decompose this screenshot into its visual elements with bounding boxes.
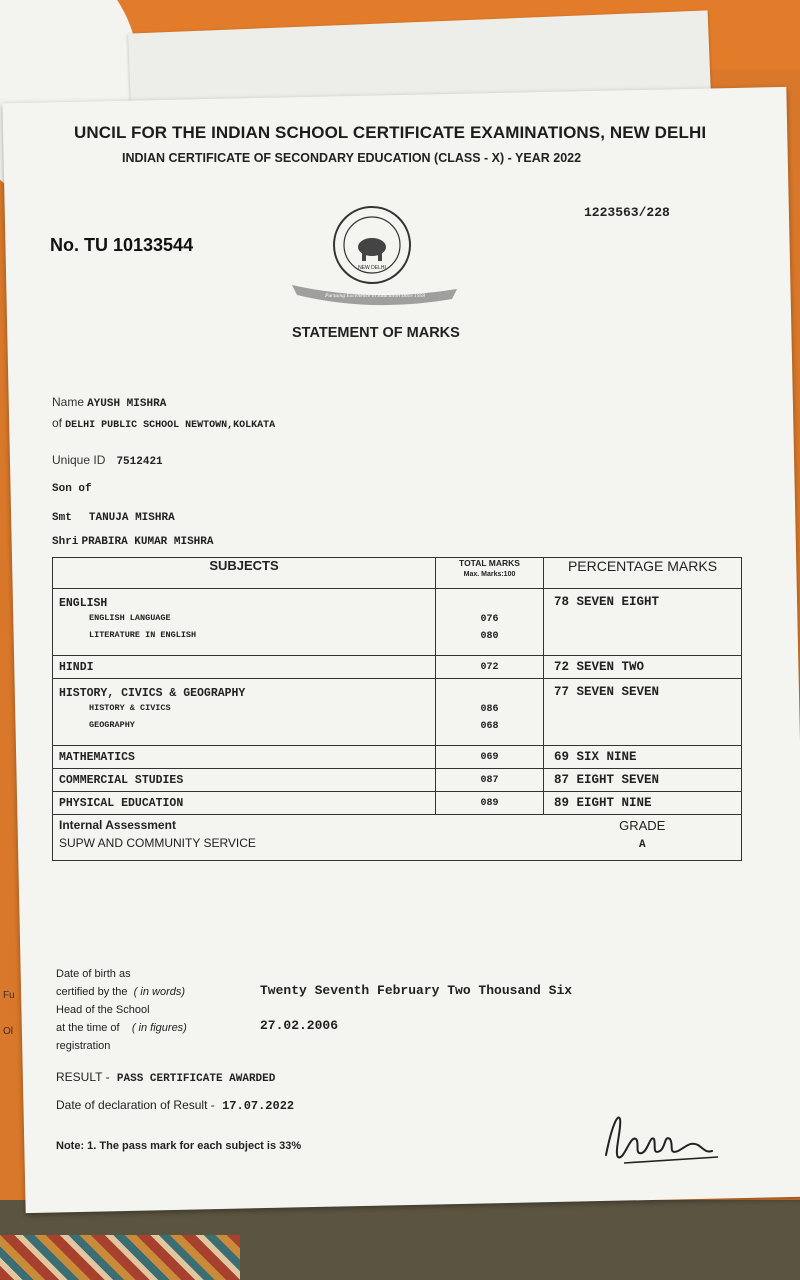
subject-name: ENGLISH — [59, 597, 108, 610]
fabric-pattern — [0, 1235, 240, 1280]
percentage-value: 78 SEVEN EIGHT — [544, 589, 742, 656]
in-figures-label: ( in figures) — [131, 1022, 187, 1034]
student-name: AYUSH MISHRA — [87, 398, 167, 410]
subject-mark: 069 — [436, 746, 544, 769]
name-label: Name — [52, 395, 85, 409]
table-row — [53, 679, 742, 746]
dob-label-1: Date of birth as — [56, 968, 131, 980]
relation-label: Son of — [52, 483, 92, 495]
subjects-header: SUBJECTS — [53, 558, 436, 589]
grade-label: GRADE — [619, 818, 666, 833]
emblem-ribbon: Pursuing Excellence in Education since 1958 — [324, 293, 426, 299]
result-row — [56, 1070, 275, 1085]
signature — [594, 1105, 734, 1175]
table-row — [53, 792, 742, 815]
percentage-value: 87 EIGHT SEVEN — [544, 769, 742, 792]
dob-label-5: registration — [56, 1040, 111, 1052]
marks-statement-sheet — [2, 87, 800, 1213]
subject-mark: 080 — [480, 631, 499, 642]
edge-text-b: Ol — [3, 1026, 13, 1037]
table-row — [53, 589, 742, 656]
uid-row — [52, 453, 163, 468]
school-label: of — [52, 416, 63, 430]
in-words-label: ( in words) — [133, 986, 186, 998]
uid-label: Unique ID — [52, 453, 106, 467]
unique-id: 7512421 — [116, 456, 163, 468]
internal-assessment-row — [52, 815, 741, 861]
statement-title: STATEMENT OF MARKS — [292, 325, 460, 341]
exam-title: INDIAN CERTIFICATE OF SECONDARY EDUCATION (CLASS - X) - YEAR 2022 — [122, 151, 582, 165]
pass-mark-note: Note: 1. The pass mark for each subject is 33% — [56, 1140, 302, 1152]
percentage-value: 77 SEVEN SEVEN — [544, 679, 742, 746]
subject-mark: 072 — [436, 656, 544, 679]
table-header — [53, 558, 742, 589]
marks-table — [52, 557, 742, 861]
mother-name: TANUJA MISHRA — [88, 512, 175, 524]
subject-mark: 076 — [480, 614, 499, 625]
percentage-value: 69 SIX NINE — [544, 746, 742, 769]
declaration-row — [56, 1098, 294, 1113]
declaration-label: Date of declaration of Result - — [56, 1098, 215, 1112]
subject-part: ENGLISH LANGUAGE — [89, 613, 171, 623]
subject-name: MATHEMATICS — [53, 746, 436, 769]
subject-mark: 086 — [480, 704, 499, 715]
internal-assessment-label: Internal Assessment — [59, 818, 176, 832]
council-emblem — [272, 203, 472, 311]
subject-name: HINDI — [53, 656, 436, 679]
subject-mark: 068 — [480, 721, 499, 732]
dob-label-3: Head of the School — [56, 1004, 150, 1016]
emblem-label: NEW DELHI — [358, 265, 386, 271]
subject-part: LITERATURE IN ENGLISH — [89, 630, 197, 640]
subject-name: COMMERCIAL STUDIES — [53, 769, 436, 792]
result-value: PASS CERTIFICATE AWARDED — [116, 1073, 276, 1085]
subject-part: HISTORY & CIVICS — [89, 703, 171, 713]
subject-name: HISTORY, CIVICS & GEOGRAPHY — [58, 687, 246, 700]
result-label: RESULT - — [56, 1070, 110, 1084]
certificate-number: No. TU 10133544 — [50, 235, 194, 255]
edge-text-a: Fu — [3, 990, 15, 1001]
subject-mark: 089 — [436, 792, 544, 815]
school-name: DELHI PUBLIC SCHOOL NEWTOWN,KOLKATA — [65, 420, 276, 431]
subject-part: GEOGRAPHY — [89, 720, 135, 730]
father-prefix: Shri — [52, 536, 79, 548]
dob-label-4: at the time of — [56, 1022, 120, 1034]
dob-in-figures: 27.02.2006 — [260, 1018, 339, 1033]
internal-assessment-subject: SUPW AND COMMUNITY SERVICE — [59, 836, 256, 850]
table-row — [53, 746, 742, 769]
grade-value: A — [638, 839, 646, 851]
declaration-date: 17.07.2022 — [222, 1099, 295, 1113]
council-title: UNCIL FOR THE INDIAN SCHOOL CERTIFICATE EXAMINATIONS, NEW DELHI — [74, 123, 707, 142]
percentage-header: PERCENTAGE MARKS — [544, 558, 742, 589]
percentage-value: 89 EIGHT NINE — [544, 792, 742, 815]
max-marks-label: Max. Marks:100 — [463, 571, 516, 578]
mother-prefix: Smt — [51, 512, 72, 524]
father-name: PRABIRA KUMAR MISHRA — [81, 536, 214, 548]
mother-row — [52, 511, 175, 524]
dob-label-2: certified by the — [56, 986, 128, 998]
table-row — [53, 656, 742, 679]
reference-number: 1223563/228 — [584, 205, 670, 220]
subject-mark: 087 — [436, 769, 544, 792]
school-row — [52, 416, 275, 431]
dob-in-words: Twenty Seventh February Two Thousand Six — [260, 983, 573, 998]
dob-labels — [56, 965, 256, 1055]
name-row — [52, 395, 166, 410]
table-row — [53, 769, 742, 792]
percentage-value: 72 SEVEN TWO — [544, 656, 742, 679]
total-marks-label: TOTAL MARKS — [459, 558, 520, 568]
father-row — [52, 535, 214, 548]
subject-name: PHYSICAL EDUCATION — [53, 792, 436, 815]
total-marks-header — [436, 558, 544, 589]
